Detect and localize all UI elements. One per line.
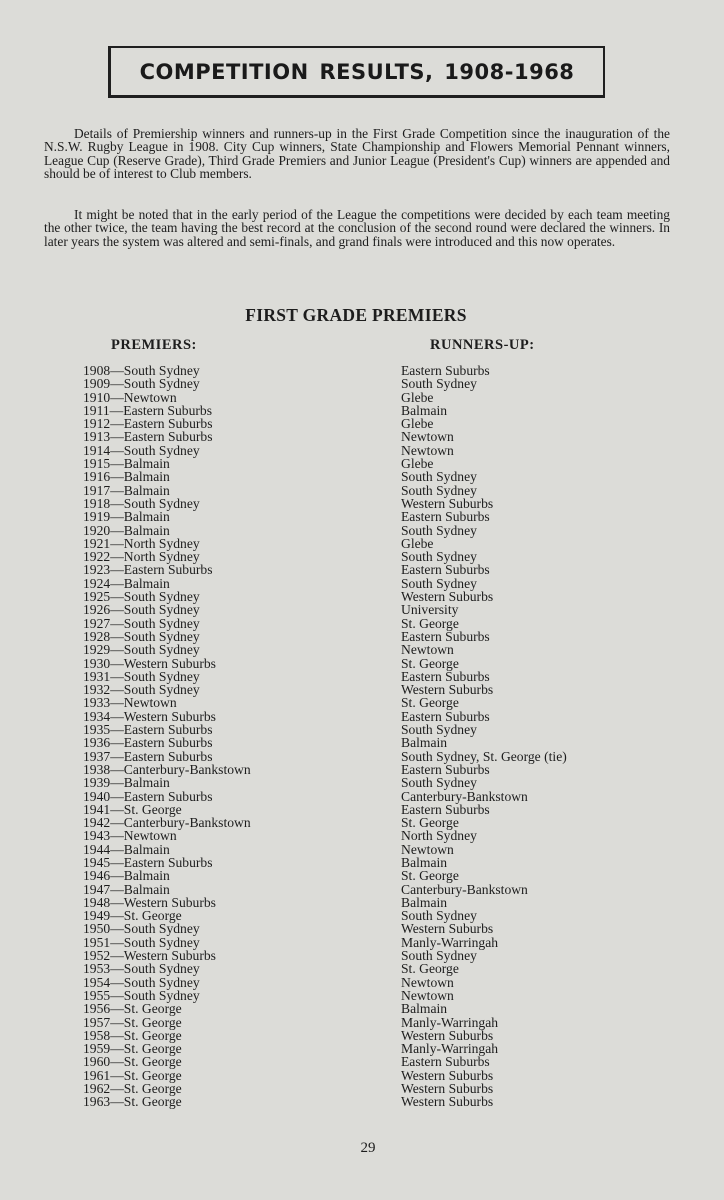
premier-entry: 1910—Newtown [83, 389, 177, 405]
page-number: 29 [360, 1140, 376, 1156]
premier-entry: 1953—South Sydney [83, 961, 200, 977]
premier-entry: 1922—North Sydney [83, 549, 200, 565]
premiers-list [83, 364, 251, 1109]
premier-entry: 1932—South Sydney [83, 682, 200, 698]
runner-up-entry: Balmain [401, 735, 448, 751]
premier-entry: 1956—St. George [83, 1001, 182, 1017]
runner-up-entry: Canterbury-Bankstown [401, 788, 528, 804]
premier-entry: 1963—St. George [83, 1094, 182, 1110]
runner-up-entry: Eastern Suburbs [401, 668, 490, 684]
runner-up-entry: Western Suburbs [401, 1094, 494, 1110]
runners-up-heading: RUNNERS-UP: [430, 337, 535, 353]
premier-entry: 1916—Balmain [83, 469, 170, 485]
premier-entry: 1920—Balmain [83, 522, 170, 538]
intro-paragraph-2: It might be noted that in the early period of the League the competitions were decided by each team meeting the other twice, the team having the best record at the conclusion of the second round were declared the winners. In later years the system was altered and semi-finals, and grand finals were introduced and this now operates. [44, 207, 670, 249]
runner-up-entry: Western Suburbs [401, 921, 494, 937]
premier-entry: 1924—Balmain [83, 575, 170, 591]
premier-entry: 1938—Canterbury-Bankstown [83, 761, 251, 777]
runner-up-entry: St. George [401, 615, 459, 631]
premier-entry: 1947—Balmain [83, 881, 170, 897]
premier-entry: 1928—South Sydney [83, 628, 200, 644]
premier-entry: 1908—South Sydney [83, 363, 200, 378]
premier-entry: 1962—St. George [83, 1081, 182, 1097]
runner-up-entry: Western Suburbs [401, 1081, 494, 1097]
runner-up-entry: Glebe [401, 535, 434, 551]
premiers-heading: PREMIERS: [111, 337, 197, 353]
runner-up-entry: St. George [401, 695, 459, 711]
premier-entry: 1941—St. George [83, 801, 182, 817]
runner-up-entry: Eastern Suburbs [401, 509, 490, 525]
premier-entry: 1937—Eastern Suburbs [83, 748, 213, 764]
premier-entry: 1931—South Sydney [83, 668, 200, 684]
premier-entry: 1917—Balmain [83, 482, 170, 498]
runner-up-entry: South Sydney [401, 948, 477, 964]
premier-entry: 1940—Eastern Suburbs [83, 788, 213, 804]
runner-up-entry: St. George [401, 868, 459, 884]
runner-up-entry: South Sydney [401, 575, 477, 591]
runner-up-entry: Glebe [401, 456, 434, 472]
premier-entry: 1930—Western Suburbs [83, 655, 216, 671]
premier-entry: 1918—South Sydney [83, 495, 200, 511]
runner-up-entry: Newtown [401, 642, 454, 658]
runner-up-entry: St. George [401, 815, 459, 831]
premier-entry: 1919—Balmain [83, 509, 170, 525]
runner-up-entry: Balmain [401, 894, 448, 910]
runner-up-entry: Eastern Suburbs [401, 628, 490, 644]
runner-up-entry: Balmain [401, 402, 448, 418]
runner-up-entry: University [401, 602, 459, 618]
page-title: COMPETITION RESULTS, 1908-1968 [139, 59, 575, 84]
runner-up-entry: Eastern Suburbs [401, 562, 490, 578]
runner-up-entry: Newtown [401, 841, 454, 857]
premier-entry: 1943—Newtown [83, 828, 177, 844]
runner-up-entry: Glebe [401, 389, 434, 405]
runner-up-entry: South Sydney [401, 482, 477, 498]
runner-up-entry: St. George [401, 655, 459, 671]
runner-up-entry: South Sydney [401, 908, 477, 924]
premier-entry: 1913—Eastern Suburbs [83, 429, 213, 445]
premier-entry: 1934—Western Suburbs [83, 708, 216, 724]
premier-entry: 1915—Balmain [83, 456, 170, 472]
premier-entry: 1923—Eastern Suburbs [83, 562, 213, 578]
runner-up-entry: South Sydney [401, 775, 477, 791]
premier-entry: 1909—South Sydney [83, 376, 200, 392]
premier-entry: 1958—St. George [83, 1027, 182, 1043]
runner-up-entry: St. George [401, 961, 459, 977]
premier-entry: 1936—Eastern Suburbs [83, 735, 213, 751]
premier-entry: 1933—Newtown [83, 695, 177, 711]
premier-entry: 1948—Western Suburbs [83, 894, 216, 910]
premier-entry: 1914—South Sydney [83, 442, 200, 458]
runner-up-entry: Newtown [401, 974, 454, 990]
premier-entry: 1939—Balmain [83, 775, 170, 791]
runner-up-entry: Western Suburbs [401, 589, 494, 605]
premier-entry: 1946—Balmain [83, 868, 170, 884]
premier-entry: 1955—South Sydney [83, 987, 200, 1003]
runners-up-list [401, 364, 567, 1109]
runner-up-entry: South Sydney [401, 722, 477, 738]
runner-up-entry: Western Suburbs [401, 1027, 494, 1043]
runner-up-entry: South Sydney [401, 376, 477, 392]
intro-paragraph-1: Details of Premiership winners and runners-up in the First Grade Competition since the inauguration of the N.S.W. Rugby League in 1908. City Cup winners, State Championship and Flowers Memorial Pennant winners, League Cup (Reserve Grade), Third Grade Premiers and Junior League (President's Cup) winners are appended and should be of interest to Club members. [44, 126, 670, 181]
premier-entry: 1942—Canterbury-Bankstown [83, 815, 251, 831]
runner-up-entry: Balmain [401, 854, 448, 870]
premier-entry: 1926—South Sydney [83, 602, 200, 618]
premier-entry: 1912—Eastern Suburbs [83, 416, 213, 432]
section-title: FIRST GRADE PREMIERS [245, 305, 467, 325]
premier-entry: 1954—South Sydney [83, 974, 200, 990]
premier-entry: 1925—South Sydney [83, 589, 200, 605]
premier-entry: 1911—Eastern Suburbs [83, 402, 213, 418]
runner-up-entry: Eastern Suburbs [401, 1054, 490, 1070]
runner-up-entry: Manly-Warringah [401, 934, 499, 950]
premier-entry: 1935—Eastern Suburbs [83, 722, 213, 738]
premier-entry: 1957—St. George [83, 1014, 182, 1030]
premier-entry: 1945—Eastern Suburbs [83, 854, 213, 870]
runner-up-entry: Eastern Suburbs [401, 761, 490, 777]
runner-up-entry: South Sydney [401, 549, 477, 565]
premier-entry: 1949—St. George [83, 908, 182, 924]
premier-entry: 1959—St. George [83, 1041, 182, 1057]
premier-entry: 1951—South Sydney [83, 934, 200, 950]
runner-up-entry: Manly-Warringah [401, 1041, 499, 1057]
runner-up-entry: Eastern Suburbs [401, 801, 490, 817]
premier-entry: 1950—South Sydney [83, 921, 200, 937]
runner-up-entry: Manly-Warringah [401, 1014, 499, 1030]
runner-up-entry: Newtown [401, 442, 454, 458]
premier-entry: 1961—St. George [83, 1067, 182, 1083]
title-box [108, 46, 605, 98]
runner-up-entry: Eastern Suburbs [401, 708, 490, 724]
premier-entry: 1927—South Sydney [83, 615, 200, 631]
runner-up-entry: Western Suburbs [401, 1067, 494, 1083]
premier-entry: 1952—Western Suburbs [83, 948, 216, 964]
runner-up-entry: Newtown [401, 429, 454, 445]
runner-up-entry: Eastern Suburbs [401, 363, 490, 378]
premier-entry: 1944—Balmain [83, 841, 170, 857]
runner-up-entry: South Sydney, St. George (tie) [401, 748, 567, 764]
premier-entry: 1921—North Sydney [83, 535, 200, 551]
runner-up-entry: Western Suburbs [401, 495, 494, 511]
runner-up-entry: Canterbury-Bankstown [401, 881, 528, 897]
runner-up-entry: Newtown [401, 987, 454, 1003]
premier-entry: 1929—South Sydney [83, 642, 200, 658]
runner-up-entry: South Sydney [401, 469, 477, 485]
runner-up-entry: Balmain [401, 1001, 448, 1017]
runner-up-entry: North Sydney [401, 828, 477, 844]
premier-entry: 1960—St. George [83, 1054, 182, 1070]
runner-up-entry: Western Suburbs [401, 682, 494, 698]
runner-up-entry: South Sydney [401, 522, 477, 538]
runner-up-entry: Glebe [401, 416, 434, 432]
